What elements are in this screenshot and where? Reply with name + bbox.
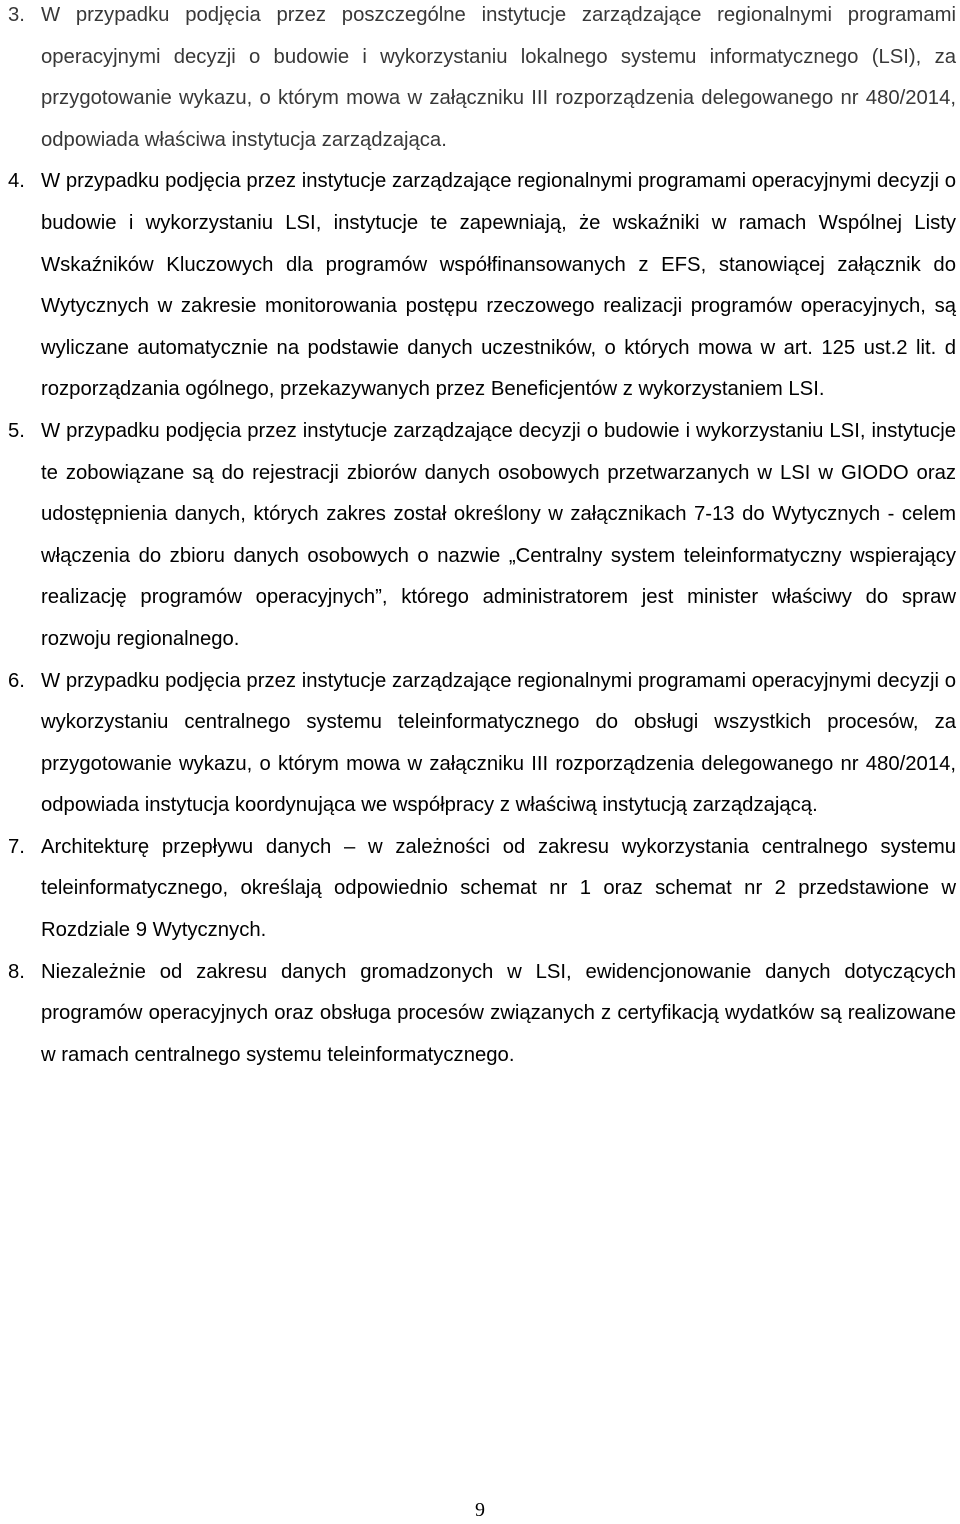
list-item-text: W przypadku podjęcia przez instytucje zarządzające regionalnymi programami operacyjnymi decyzji o wykorzystaniu centralnego systemu teleinformatycznego do obsługi wszystkich procesów, za przygotowanie wykazu, o którym mowa w załączniku III rozporządzenia delegowanego nr 480/2014, odpowiada instytucja koordynująca we współpracy z właściwą instytucją zarządzającą. xyxy=(41,669,956,817)
list-item-text: W przypadku podjęcia przez poszczególne instytucje zarządzające regionalnymi programami operacyjnymi decyzji o budowie i wykorzystaniu lokalnego systemu informatycznego (LSI), za przygotowanie wykazu, o którym mowa w załączniku III rozporządzenia delegowanego nr 480/2014, odpowiada właściwa instytucja zarządzająca. xyxy=(41,4,956,151)
list-item-3 xyxy=(0,0,956,161)
list-item-number: 6. xyxy=(8,669,25,692)
list-item-7 xyxy=(0,827,956,952)
page-number: 9 xyxy=(475,1499,485,1521)
list-item-5 xyxy=(0,411,956,661)
list-item-8 xyxy=(0,952,956,1077)
list-item-6 xyxy=(0,661,956,827)
list-item-text: W przypadku podjęcia przez instytucje zarządzające decyzji o budowie i wykorzystaniu LSI, instytucje te zobowiązane są do rejestracji zbiorów danych osobowych przetwarzanych w LSI w GIODO oraz udostępnienia danych, których zakres został określony w załącznikach 7-13 do Wytycznych - celem włączenia do zbioru danych osobowych o nazwie „Centralny system teleinformatyczny wspierający realizację programów operacyjnych”, którego administratorem jest minister właściwy do spraw rozwoju regionalnego. xyxy=(41,419,956,650)
list-item-number: 5. xyxy=(8,419,25,442)
list-item-number: 8. xyxy=(8,960,25,983)
list-item-4 xyxy=(0,161,956,411)
list-item-number: 7. xyxy=(8,835,25,858)
list-item-number: 4. xyxy=(8,170,25,193)
list-item-text: W przypadku podjęcia przez instytucje zarządzające regionalnymi programami operacyjnymi decyzji o budowie i wykorzystaniu LSI, instytucje te zapewniają, że wskaźniki w ramach Wspólnej Listy Wskaźników Kluczowych dla programów współfinansowanych z EFS, stanowiącej załącznik do Wytycznych w zakresie monitorowania postępu rzeczowego realizacji programów operacyjnych, są wyliczane automatycznie na podstawie danych uczestników, o których mowa w art. 125 ust.2 lit. d rozporządzania ogólnego, przekazywanych przez Beneficjentów z wykorzystaniem LSI. xyxy=(41,170,956,401)
list-item-number: 3. xyxy=(8,4,25,26)
list-item-text: Architekturę przepływu danych – w zależności od zakresu wykorzystania centralnego systemu teleinformatycznego, określają odpowiednio schemat nr 1 oraz schemat nr 2 przedstawione w Rozdziale 9 Wytycznych. xyxy=(41,835,956,942)
list-item-text: Niezależnie od zakresu danych gromadzonych w LSI, ewidencjonowanie danych dotyczących programów operacyjnych oraz obsługa procesów związanych z certyfikacją wydatków są realizowane w ramach centralnego systemu teleinformatycznego. xyxy=(41,960,956,1066)
